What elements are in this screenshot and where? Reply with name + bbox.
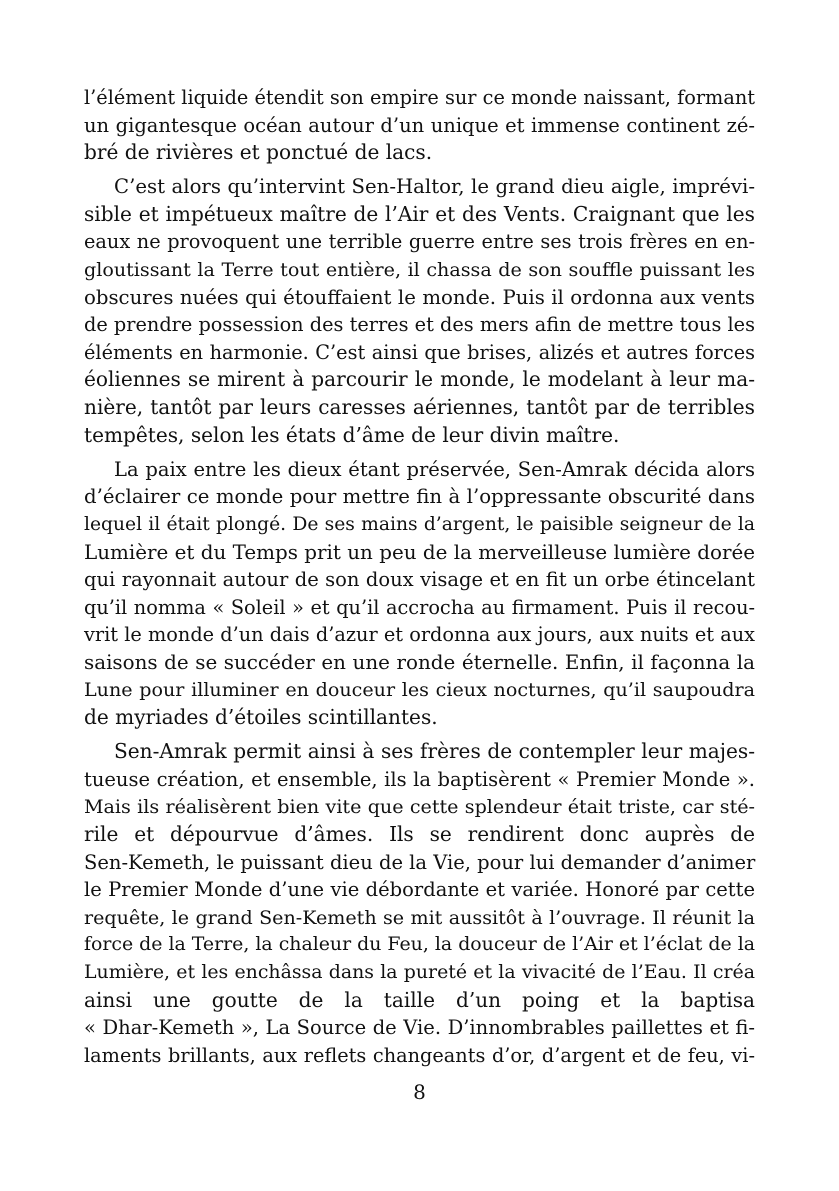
text-line: ainsi une goutte de la taille d’un poing et la baptisa (84, 987, 755, 1012)
text-line: laments brillants, aux reflets changeants d’or, d’argent et de feu, vi- (84, 1043, 755, 1067)
text-line: Mais ils réalisèrent bien vite que cette splendeur était triste, car sté- (84, 795, 755, 819)
text-line: de prendre possession des terres et des mers afin de mettre tous les (84, 313, 755, 337)
page-body (84, 84, 755, 1076)
text-line: « Dhar-Kemeth », La Source de Vie. D’innombrables paillettes et fi- (84, 1016, 755, 1040)
paragraph-2 (84, 173, 755, 449)
text-line: sible et impétueux maître de l’Air et des Vents. Craignant que les (84, 201, 755, 226)
text-line: qui rayonnait autour de son doux visage et en fit un orbe étincelant (84, 568, 755, 592)
text-line: éléments en harmonie. C’est ainsi que brises, alizés et autres forces (84, 340, 755, 364)
text-line: tueuse création, et ensemble, ils la baptisèrent « Premier Monde ». (84, 767, 755, 791)
text-line: de myriades d’étoiles scintillantes. (84, 705, 438, 730)
text-line: lequel il était plongé. De ses mains d’argent, le paisible seigneur de la (84, 513, 755, 535)
paragraph-1 (84, 84, 755, 167)
text-line: un gigantesque océan autour d’un unique et immense continent zé- (84, 113, 755, 137)
text-line: eaux ne provoquent une terrible guerre entre ses trois frères en en- (84, 230, 755, 254)
text-line: Sen-Amrak permit ainsi à ses frères de contempler leur majes- (114, 739, 755, 764)
text-line: nière, tantôt par leurs caresses aériennes, tantôt par de terribles (84, 395, 755, 420)
text-line: qu’il nomma « Soleil » et qu’il accrocha au firmament. Puis il recou- (84, 595, 755, 619)
text-line: force de la Terre, la chaleur du Feu, la douceur de l’Air et l’éclat de la (84, 933, 755, 956)
text-line: obscures nuées qui étouffaient le monde. Puis il ordonna aux vents (84, 285, 755, 309)
text-line: d’éclairer ce monde pour mettre fin à l’oppressante obscurité dans (84, 485, 755, 509)
text-line: La paix entre les dieux étant préservée, Sen-Amrak décida alors (114, 457, 755, 481)
paragraph-3 (84, 456, 755, 732)
text-line: tempêtes, selon les états d’âme de leur divin maître. (84, 422, 620, 447)
text-line: C’est alors qu’intervint Sen-Haltor, le grand dieu aigle, imprévi- (114, 175, 755, 199)
text-line: éoliennes se mirent à parcourir le monde, le modelant à leur ma- (84, 367, 755, 392)
page-number: 8 (413, 1080, 426, 1104)
text-line: Lune pour illuminer en douceur les cieux nocturnes, qu’il saupoudra (84, 678, 755, 702)
text-line: Lumière et du Temps prit un peu de la merveilleuse lumière dorée (84, 540, 755, 564)
paragraph-4 (84, 738, 755, 1069)
text-line: requête, le grand Sen-Kemeth se mit aussitôt à l’ouvrage. Il réunit la (84, 905, 755, 929)
text-line: le Premier Monde d’une vie débordante et variée. Honoré par cette (84, 878, 755, 902)
text-line: l’élément liquide étendit son empire sur ce monde naissant, formant (84, 86, 755, 109)
text-line: gloutissant la Terre tout entière, il chassa de son souffle puissant les (84, 258, 755, 282)
text-line: saisons de se succéder en une ronde éternelle. Enfin, il façonna la (84, 650, 755, 674)
text-line: vrit le monde d’un dais d’azur et ordonna aux jours, aux nuits et aux (84, 623, 755, 647)
text-line: rile et dépourvue d’âmes. Ils se rendirent donc auprès de (84, 821, 755, 846)
text-line: bré de rivières et ponctué de lacs. (84, 140, 433, 165)
text-line: Sen-Kemeth, le puissant dieu de la Vie, pour lui demander d’animer (84, 850, 756, 874)
text-line: Lumière, et les enchâssa dans la pureté et la vivacité de l’Eau. Il créa (84, 960, 755, 983)
